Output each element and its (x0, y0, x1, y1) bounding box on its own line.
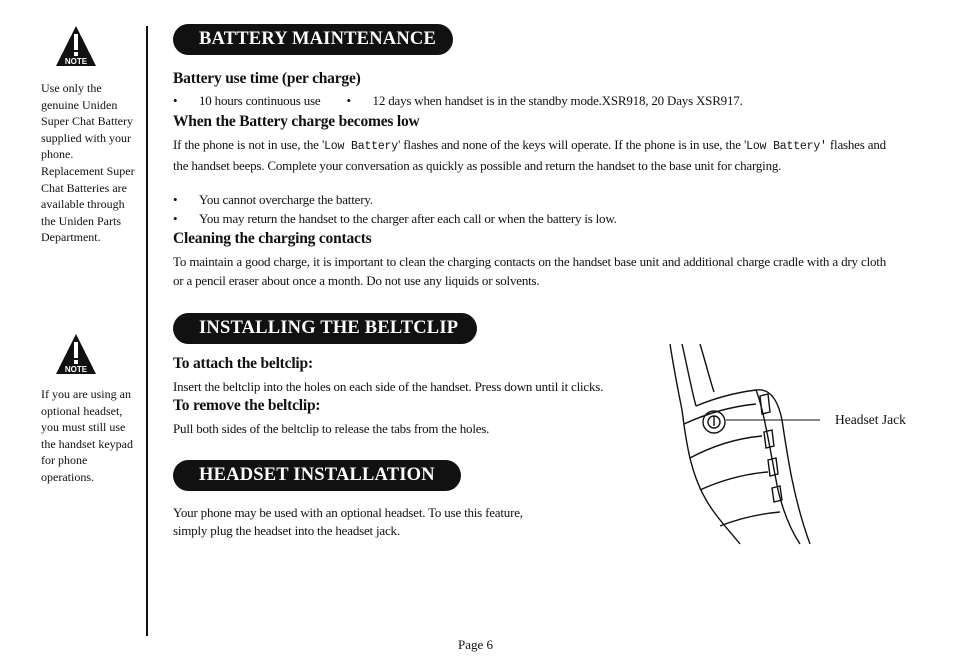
list-item (173, 211, 617, 227)
display-text-low-battery: Low Battery (324, 140, 398, 153)
bullet-icon: • (173, 211, 178, 226)
note-icon-label: NOTE (64, 57, 88, 66)
cleaning-title: Cleaning the charging contacts (173, 230, 372, 247)
battery-low-paragraph (173, 135, 886, 175)
list-item: 10 hours continuous use (199, 93, 321, 108)
warning-icon (54, 332, 98, 376)
page-number: Page 6 (458, 637, 494, 652)
headset-jack-label: Headset Jack (835, 412, 906, 427)
text-run: ' flashes and none of the keys will operate. If the phone is in use, the ' (397, 137, 747, 152)
note-icon-label: NOTE (64, 365, 88, 374)
headset-text-line-2: simply plug the headset into the headset jack. (173, 523, 400, 538)
display-text-low-battery: Low Battery' (746, 140, 827, 153)
margin-divider (146, 26, 148, 636)
headset-text-line-1: Your phone may be used with an optional headset. To use this feature, (173, 505, 523, 520)
bullet-icon: • (346, 93, 351, 108)
text-run: If the phone is not in use, the ' (173, 137, 325, 152)
list-item (173, 192, 373, 208)
bullet-icon: • (173, 192, 178, 207)
battery-low-title: When the Battery charge becomes low (173, 113, 420, 130)
bullet-icon: • (173, 93, 178, 108)
battery-use-time-title: Battery use time (per charge) (173, 70, 361, 87)
remove-beltclip-text: Pull both sides of the beltclip to release the tabs from the holes. (173, 421, 490, 436)
section-heading-battery: BATTERY MAINTENANCE (173, 24, 453, 55)
section-heading-headset: HEADSET INSTALLATION (173, 460, 461, 491)
remove-beltclip-title: To remove the beltclip: (173, 397, 321, 414)
text-run: flashes and the handset beeps. Complete your conversation as quickly as possible and return the handset to the base unit for charging. (173, 137, 886, 173)
list-item-text: You may return the handset to the charger after each call or when the battery is low. (199, 211, 617, 226)
section-heading-beltclip: INSTALLING THE BELTCLIP (173, 313, 477, 344)
warning-icon (54, 24, 98, 68)
attach-beltclip-text: Insert the beltclip into the holes on each side of the handset. Press down until it clicks. (173, 379, 604, 394)
list-item: 12 days when handset is in the standby mode.XSR918, 20 Days XSR917. (372, 93, 743, 108)
cleaning-paragraph: To maintain a good charge, it is important to clean the charging contacts on the handset base unit and additional charge cradle with a dry cloth or a pencil eraser about once a month. Do not use any liquids or solvents. (173, 254, 886, 288)
handset-illustration (660, 340, 820, 545)
battery-use-time-bullets (173, 93, 743, 109)
note-text: Use only the genuine Uniden Super Chat Battery supplied with your phone. Replacement Super Chat Batteries are available through the Uniden Parts Department. (41, 81, 135, 245)
attach-beltclip-title: To attach the beltclip: (173, 355, 313, 372)
list-item-text: You cannot overcharge the battery. (199, 192, 373, 207)
note-text: If you are using an optional headset, you must still use the handset keypad for phone operations. (41, 387, 133, 484)
